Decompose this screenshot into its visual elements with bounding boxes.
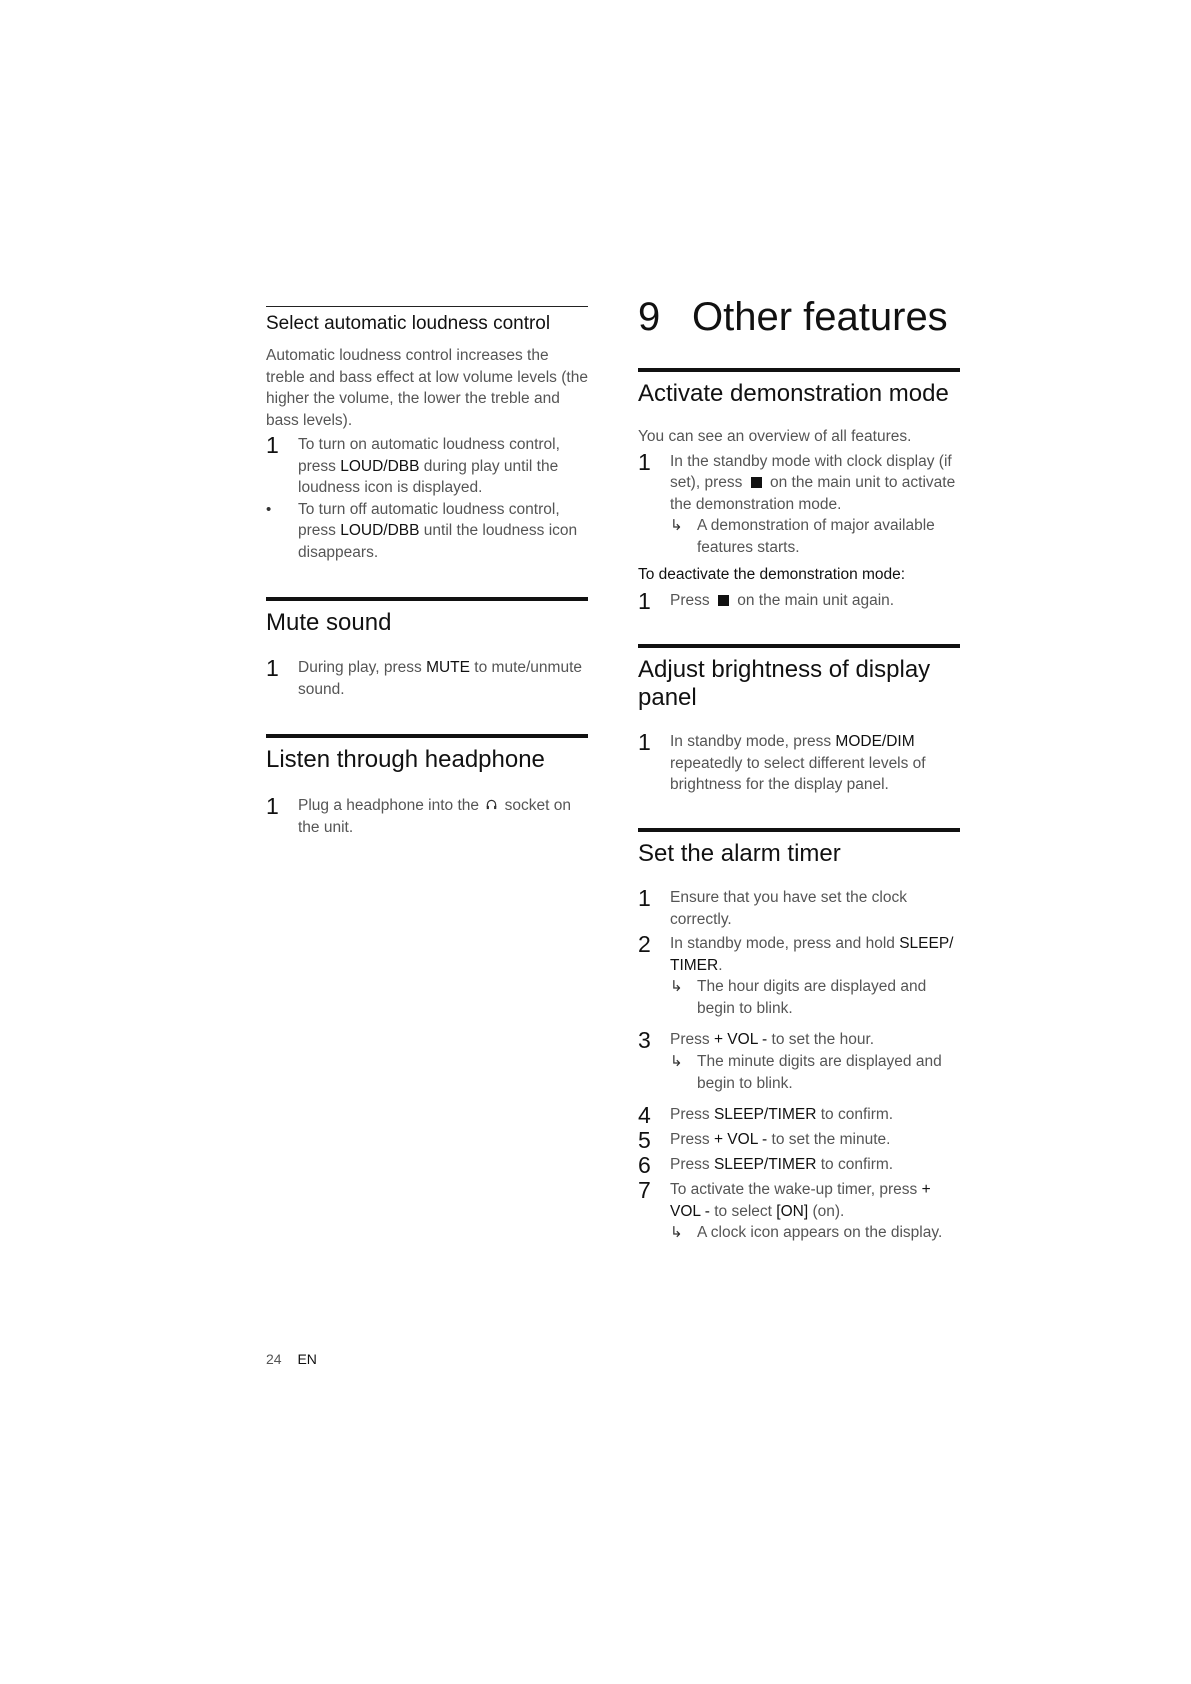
step-text: To activate the wake-up timer, press + VOL - to select [ON] (on). <box>670 1181 931 1220</box>
result-text: A demonstration of major available features starts. <box>697 517 935 556</box>
step-number: 2 <box>638 931 651 958</box>
loudness-step-1 <box>266 434 588 499</box>
loudness-heading: Select automatic loudness control <box>266 313 551 334</box>
step-number: 4 <box>638 1102 651 1129</box>
key-label: + VOL - <box>713 1131 768 1149</box>
step-text: Press SLEEP/TIMER to confirm. <box>670 1156 894 1174</box>
mute-section <box>266 597 588 700</box>
alarm-step-6 <box>638 1152 960 1179</box>
demo-intro: You can see an overview of all features. <box>638 428 912 446</box>
alarm-step-1 <box>638 887 960 930</box>
key-label: + VOL - <box>713 1031 768 1049</box>
step-number: 6 <box>638 1152 651 1179</box>
step-number: 1 <box>638 587 651 614</box>
step-text: Press + VOL - to set the minute. <box>670 1131 891 1149</box>
right-column <box>638 295 960 1244</box>
key-label: SLEEP/ TIMER <box>670 935 954 974</box>
chapter-title <box>638 295 960 340</box>
alarm-section <box>638 828 960 1244</box>
step-number: 1 <box>266 655 279 682</box>
demo-step-2 <box>638 587 960 614</box>
demo-result <box>638 515 960 558</box>
alarm-step-3 <box>638 1027 960 1054</box>
alarm-step-3-result <box>638 1051 960 1094</box>
result-text: The hour digits are displayed and begin to blink. <box>697 978 927 1017</box>
demo-heading: Activate demonstration mode <box>638 380 949 407</box>
page-number: 24 <box>266 1351 282 1367</box>
headphone-section <box>266 734 588 838</box>
key-label: + VOL - <box>670 1181 931 1220</box>
headphone-heading: Listen through headphone <box>266 746 545 774</box>
left-column <box>266 306 588 839</box>
step-text: In standby mode, press and hold SLEEP/ TIMER. <box>670 935 954 974</box>
loudness-intro: Automatic loudness control increases the treble and bass effect at low volume levels (the higher the volume, the lower the treble and bass levels). <box>266 347 588 429</box>
brightness-step-1 <box>638 731 960 796</box>
headphone-icon <box>486 796 497 818</box>
step-number: 7 <box>638 1177 651 1204</box>
step-text: Press SLEEP/TIMER to confirm. <box>670 1106 894 1124</box>
step-number: 1 <box>638 448 651 475</box>
step-text: In standby mode, press MODE/DIM repeatedly to select different levels of brightness for the display panel. <box>670 733 926 794</box>
step-number: 3 <box>638 1027 651 1054</box>
brightness-heading: Adjust brightness of display panel <box>638 655 931 712</box>
bullet-icon: • <box>266 500 272 518</box>
alarm-step-5 <box>638 1127 960 1154</box>
key-label: [ON] <box>776 1202 809 1220</box>
step-text: To turn on automatic loudness control, press LOUD/DBB during play until the loudness icon is displayed. <box>298 436 560 496</box>
step-number: 1 <box>266 792 279 819</box>
key-label: MODE/DIM <box>835 733 915 751</box>
alarm-step-7 <box>638 1179 960 1222</box>
step-text: Press on the main unit again. <box>670 591 895 609</box>
result-arrow-icon: ↳ <box>670 517 683 535</box>
key-label: SLEEP/TIMER <box>713 1106 817 1124</box>
chapter-name: Other features <box>692 295 948 339</box>
step-text: In the standby mode with clock display (if set), press on the main unit to activate the demonstration mode. <box>670 452 956 513</box>
brightness-section <box>638 644 960 796</box>
result-arrow-icon: ↳ <box>670 978 683 996</box>
key-label: LOUD/DBB <box>340 457 420 475</box>
key-label: MUTE <box>426 659 470 677</box>
step-text: Ensure that you have set the clock correctly. <box>670 889 907 928</box>
step-text: Plug a headphone into the socket on the unit. <box>298 796 571 837</box>
alarm-step-2 <box>638 933 960 976</box>
alarm-step-7-result <box>638 1222 960 1244</box>
deactivate-heading: To deactivate the demonstration mode: <box>638 566 906 584</box>
step-number: 1 <box>638 885 651 912</box>
stop-icon <box>718 595 729 606</box>
alarm-step-2-result <box>638 976 960 1019</box>
demo-step-1 <box>638 448 960 516</box>
page-footer <box>266 1351 317 1367</box>
step-number: 5 <box>638 1127 651 1154</box>
step-number: 1 <box>266 432 279 458</box>
result-text: The minute digits are displayed and begin to blink. <box>697 1053 942 1092</box>
step-text: Press + VOL - to set the hour. <box>670 1031 875 1049</box>
mute-step-1 <box>266 657 588 700</box>
result-arrow-icon: ↳ <box>670 1053 683 1071</box>
step-text: During play, press MUTE to mute/unmute sound. <box>298 659 583 698</box>
alarm-heading: Set the alarm timer <box>638 839 841 867</box>
mute-heading: Mute sound <box>266 609 392 636</box>
loudness-bullet <box>266 499 588 564</box>
result-text: A clock icon appears on the display. <box>697 1224 943 1242</box>
demo-section <box>638 368 960 612</box>
result-arrow-icon: ↳ <box>670 1224 683 1242</box>
key-label: LOUD/DBB <box>340 522 420 539</box>
headphone-step-1 <box>266 792 588 839</box>
stop-icon <box>751 477 762 488</box>
chapter-number: 9 <box>638 295 661 339</box>
bullet-text: To turn off automatic loudness control, press LOUD/DBB until the loudness icon disappears. <box>298 500 578 561</box>
key-label: SLEEP/TIMER <box>713 1156 817 1174</box>
alarm-step-4 <box>638 1102 960 1129</box>
language-code: EN <box>297 1351 317 1367</box>
step-number: 1 <box>638 729 651 756</box>
